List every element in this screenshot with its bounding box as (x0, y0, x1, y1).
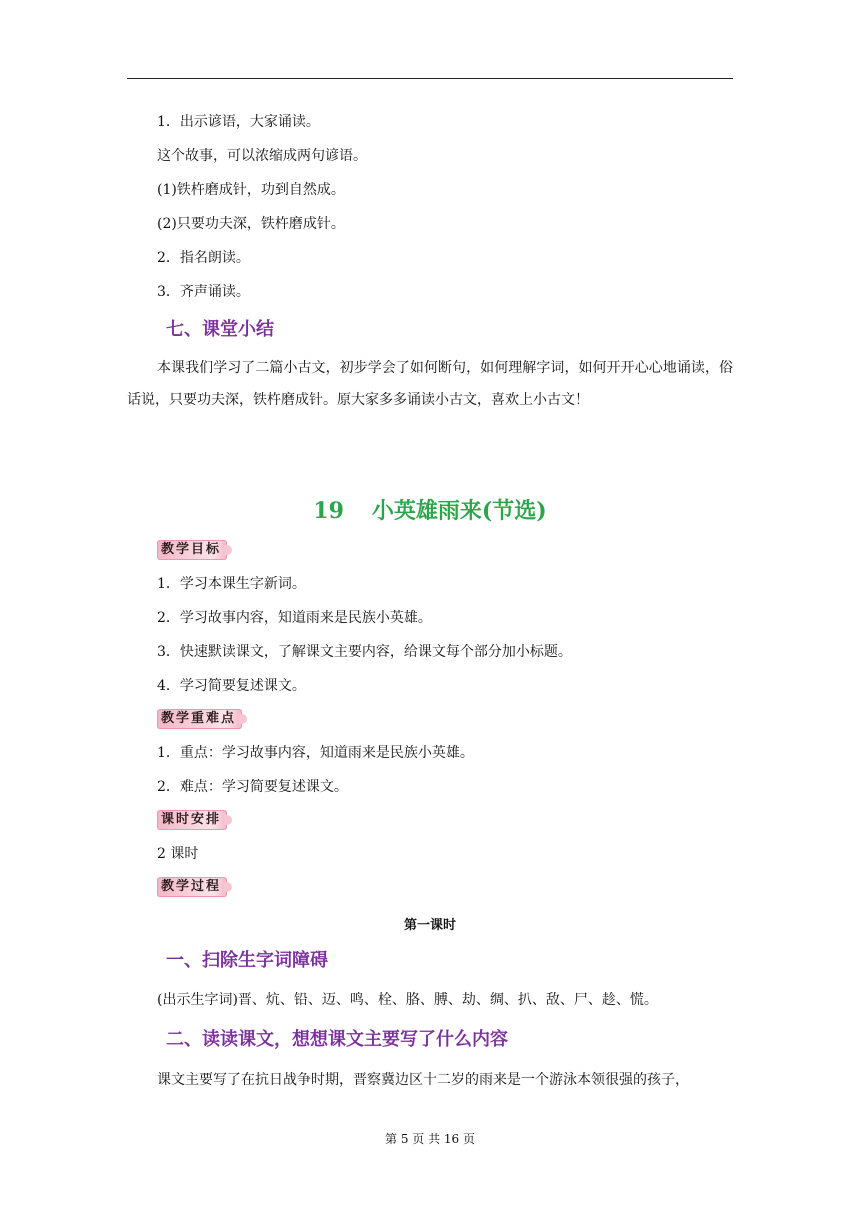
summary-heading: 七、课堂小结 (166, 319, 274, 340)
lesson-title (0, 497, 860, 525)
proverb-1: (1)铁杵磨成针，功到自然成。 (157, 182, 345, 198)
schedule-value: 2 课时 (157, 846, 199, 862)
section2-text: 课文主要写了在抗日战争时期，晋察冀边区十二岁的雨来是一个游泳本领很强的孩子， (157, 1072, 689, 1088)
header-rule (127, 78, 733, 79)
key-point-item: 1．重点：学习故事内容，知道雨来是民族小英雄。 (157, 745, 474, 761)
proverb-2: (2)只要功夫深，铁杵磨成针。 (157, 216, 345, 232)
goal-item: 2．学习故事内容，知道雨来是民族小英雄。 (157, 610, 432, 626)
lesson-period: 第一课时 (403, 918, 456, 933)
key-point-item: 2．难点：学习简要复述课文。 (157, 779, 348, 795)
process-label: 教学过程 (157, 877, 227, 897)
proverb-step-2: 2．指名朗读。 (157, 250, 250, 266)
proverb-step-1: 1．出示谚语，大家诵读。 (157, 114, 320, 130)
section1-heading: 一、扫除生字词障碍 (166, 950, 328, 971)
proverb-intro: 这个故事，可以浓缩成两句谚语。 (157, 148, 367, 164)
proverb-step-3: 3．齐声诵读。 (157, 284, 250, 300)
section1-text: (出示生字词)晋、炕、铅、迈、鸣、栓、胳、膊、劫、绸、扒、敌、尸、趁、慌。 (157, 992, 658, 1008)
summary-paragraph: 本课我们学习了二篇小古文，初步学会了如何断句，如何理解字词，如何开开心心地诵读，俗话说，只要功夫深，铁杵磨成针。原大家多多诵读小古文，喜欢上小古文！ (127, 360, 733, 408)
page-footer: 第 5 页 共 16 页 (385, 1132, 475, 1146)
lesson-name: 小英雄雨来(节选) (371, 498, 547, 524)
goal-item: 4．学习简要复述课文。 (157, 678, 306, 694)
goal-item: 3．快速默读课文，了解课文主要内容，给课文每个部分加小标题。 (157, 644, 572, 660)
section2-heading: 二、读读课文，想想课文主要写了什么内容 (166, 1029, 508, 1050)
key-points-label: 教学重难点 (157, 709, 242, 729)
goals-label: 教学目标 (157, 540, 227, 560)
goal-item: 1．学习本课生字新词。 (157, 576, 306, 592)
lesson-number: 19 (313, 498, 344, 524)
schedule-label: 课时安排 (157, 810, 227, 830)
